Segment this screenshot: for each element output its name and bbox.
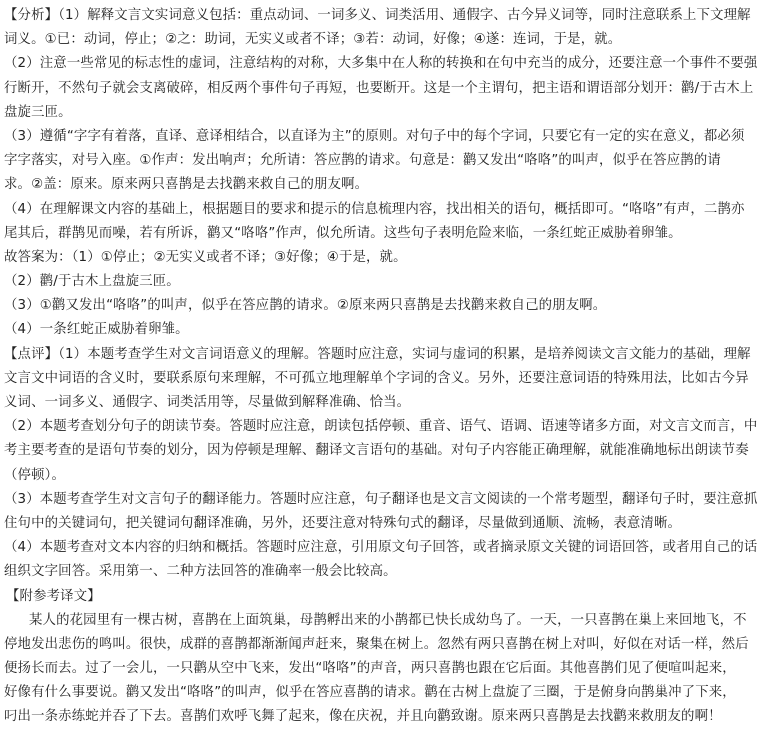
analysis-q1-line-1: 【分析】（1）解释文言文实词意义包括：重点动词、一词多义、词类活用、通假字、古今异义词等，同时注意联系上下文理解 xyxy=(4,8,751,23)
translation-line-1: 某人的花园里有一棵古树，喜鹊在上面筑巢，母鹊孵出来的小鹊都已快长成幼鸟了。一天，一只喜鹊在巢上来回地飞，不 xyxy=(29,612,747,628)
answer-q4: （4）一条红蛇正威胁着卵雏。 xyxy=(4,322,189,338)
answer-q3: （3）①鹳又发出“咯咯”的叫声，似乎在答应鹊的请求。②原来两只喜鹊是去找鹳来救自己的朋友啊。 xyxy=(4,298,607,314)
answer-q2: （2）鹳/于古木上盘旋三匝。 xyxy=(4,274,180,290)
analysis-q3-line-2: 字字落实，对号入座。①作声：发出响声；允所请：答应鹊的请求。句意是：鹳又发出“咯咯”的叫声，似乎在答应鹊的请 xyxy=(4,153,721,169)
comment-q4-line-2: 组织文字回答。采用第一、二种方法回答的准确率一般会比较高。 xyxy=(4,564,397,580)
analysis-q2-line-1: （2）注意一些常见的标志性的虚词，注意结构的对称，大多集中在人称的转换和在句中充当的成分，还要注意一个事件不要强 xyxy=(4,56,758,72)
translation-line-3: 便扬长而去。过了一会儿，一只鹳从空中飞来，发出“咯咯”的声音，两只喜鹊也跟在它后面。其他喜鹊们见了便喧叫起来， xyxy=(4,661,736,677)
comment-q2-line-2: 考主要考查的是语句节奏的划分，因为停顿是理解、翻译文言语句的基础。对句子内容能正确理解，就能准确地标出朗读节奏 xyxy=(4,443,749,459)
analysis-q3-line-3: 求。②盖：原来。原来两只喜鹊是去找鹳来救自己的朋友啊。 xyxy=(4,177,369,193)
translation-line-4: 好像有什么事要说。鹳又发出“咯咯”的叫声，似乎在答应喜鹊的请求。鹳在古树上盘旋了三圈，于是俯身向鹊巢冲了下来， xyxy=(4,685,736,701)
comment-q3-line-2: 住句中的关键词句，把关键词句翻译准确，另外，还要注意对特殊句式的翻译，尽量做到通顺、流畅，表意清晰。 xyxy=(4,515,682,531)
analysis-q2-line-2: 行断开，不然句子就会支离破碎，相反两个事件句子再短，也要断开。这是一个主谓句，把主语和谓语部分划开：鹳/于古木上 xyxy=(4,80,754,96)
analysis-q3-line-1: （3）遵循“字字有着落，直译、意译相结合，以直译为主”的原则。对句子中的每个字词，只要它有一定的实在意义，都必须 xyxy=(4,128,745,144)
translation-line-5: 叼出一条赤练蛇并吞了下去。喜鹊们欢呼飞舞了起来，像在庆祝，并且向鹳致谢。原来两只喜鹊是去找鹳来救朋友的啊！ xyxy=(4,709,722,725)
answer-q1: 故答案为：（1）①停止；②无实义或者不译；③好像；④于是，就。 xyxy=(4,249,407,265)
comment-q2-line-3: （停顿）。 xyxy=(4,467,66,483)
comment-q1-line-3: 义词、一词多义、通假字、词类活用等，尽量做到解释准确、恰当。 xyxy=(4,395,411,410)
comment-q3-line-1: （3）本题考查学生对文言句子的翻译能力。答题时应注意，句子翻译也是文言文阅读的一个常考题型，翻译句子时，要注意抓 xyxy=(4,491,758,507)
analysis-q1-line-2: 词义。①已：动词，停止；②之：助词，无实义或者不译；③若：动词，好像；④遂：连词，于是，就。 xyxy=(4,32,622,48)
comment-q4-line-1: （4）本题考查对文本内容的归纳和概括。答题时应注意，引用原文句子回答，或者摘录原文关键的词语回答，或者用自己的话 xyxy=(4,540,758,556)
comment-q1-line-1: 【点评】（1）本题考查学生对文言词语意义的理解。答题时应注意，实词与虚词的积累，是培养阅读文言文能力的基础，理解 xyxy=(4,346,751,362)
analysis-q4-line-1: （4）在理解课文内容的基础上，根据题目的要求和提示的信息梳理内容，找出相关的语句，概括即可。“咯咯”有声，二鹊亦 xyxy=(4,201,745,217)
comment-q1-line-2: 文言文中词语的含义时，要联系原句来理解，不可孤立地理解单个字词的含义。另外，还要注意词语的特殊用法，比如古今异 xyxy=(4,370,749,386)
comment-q2-line-1: （2）本题考查划分句子的朗读节奏。答题时应注意，朗读包括停顿、重音、语气、语调、语速等诸多方面，对文言文而言，中 xyxy=(4,419,758,435)
analysis-q4-line-2: 尾其后，群鹊见而噪，若有所诉，鹳又“咯咯”作声，似允所请。这些句子表明危险来临，一条红蛇正威胁着卵雏。 xyxy=(4,225,682,241)
analysis-q2-line-3: 盘旋三匝。 xyxy=(4,104,72,120)
translation-heading: 【附参考译文】 xyxy=(6,588,101,604)
translation-line-2: 停地发出悲伤的鸣叫。很快，成群的喜鹊都渐渐闻声赶来，聚集在树上。忽然有两只喜鹊在树上对叫，好似在对话一样，然后 xyxy=(4,636,749,652)
